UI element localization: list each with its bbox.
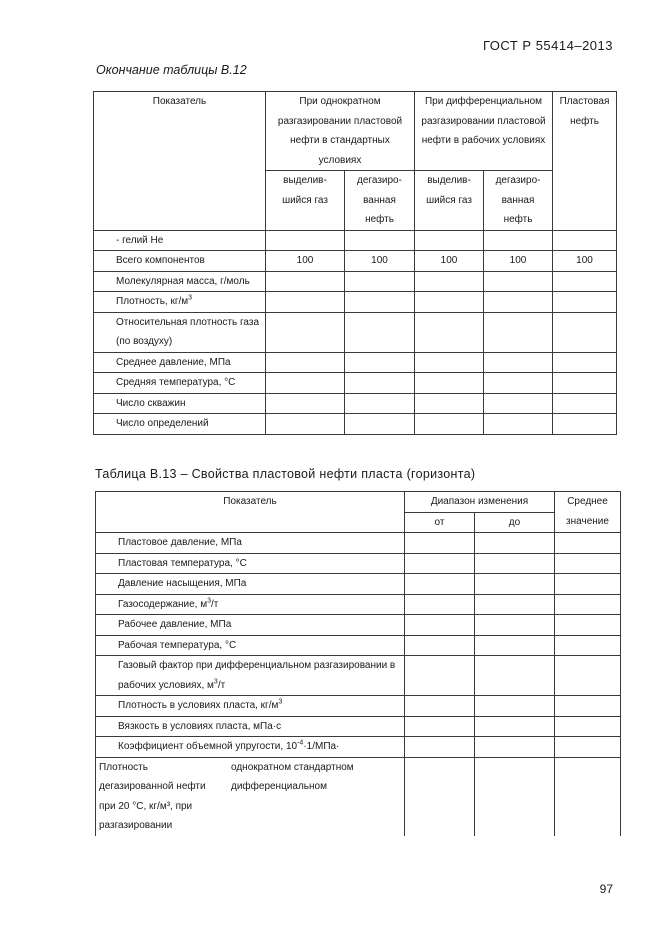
t13-row [96,533,621,554]
t12-row-value [266,393,345,414]
t13-row-value [405,594,475,615]
t12-row-value: 100 [553,251,617,272]
t12-row-value [345,393,415,414]
t13-row-value [555,656,621,696]
t12-row-value [345,352,415,373]
t12-row-value [415,352,484,373]
t13-row-value [475,574,555,595]
t13-header-indicator: Показатель [96,492,405,533]
t12-row [94,251,617,272]
t13-header-range: Диапазон изменения [405,492,555,513]
t13-row [96,635,621,656]
document-standard-code: ГОСТ Р 55414–2013 [482,38,613,53]
t12-row-value [266,373,345,394]
t12-sub-gas-1: выделив-шийся газ [266,171,345,231]
t12-row-value [415,292,484,313]
t12-row-value [415,312,484,352]
table13-caption: Таблица В.13 – Свойства пластовой нефти пласта (горизонта) [95,467,476,481]
t12-row-value [484,352,553,373]
t12-row [94,230,617,251]
t12-row-value [266,312,345,352]
t13-row [96,737,621,758]
t13-row-value [555,574,621,595]
t13-row-value [555,615,621,636]
t12-row [94,271,617,292]
t12-row-value [415,230,484,251]
t12-row-label: Относительная плотность газа (по воздуху) [94,312,266,352]
page-number: 97 [599,882,613,896]
t13-header-mean: Среднее значение [555,492,621,533]
t13-density-mean [555,757,621,836]
t13-row-value [405,656,475,696]
t13-row [96,615,621,636]
t13-row-value [475,737,555,758]
t13-row [96,716,621,737]
t13-row-value [555,696,621,717]
t12-sub-degas-2: дегазиро-ванная нефть [484,171,553,231]
table-b12 [93,91,617,435]
t13-density-cell [96,757,405,836]
t12-row-value [484,373,553,394]
t13-row-value [405,737,475,758]
t13-row-label: Давление насыщения, МПа [96,574,405,595]
t12-sub-gas-2: выделив-шийся газ [415,171,484,231]
t12-row-label: Молекулярная масса, г/моль [94,271,266,292]
t13-row-value [475,594,555,615]
t12-row-value [266,414,345,435]
t13-row-value [555,716,621,737]
t13-row-value [475,656,555,696]
t13-density-single: однократном стандартном [231,761,354,773]
t13-density-to [475,757,555,836]
t13-row-value [555,594,621,615]
t12-header-diff: При дифференциальном разгазировании пластовой нефти в рабочих условиях [415,92,553,171]
t13-density-label: Плотность дегазированной нефти при 20 °С, кг/м³, при разгазировании [99,761,206,831]
t13-row-value [405,615,475,636]
t12-row-value [553,352,617,373]
t13-row [96,696,621,717]
t13-row-value [475,716,555,737]
t12-row-value [484,414,553,435]
t13-density-from [405,757,475,836]
t13-row-label: Газосодержание, $м^3/т$ [96,594,405,615]
t12-row-value [266,230,345,251]
t12-sub-degas-1: дегазиро-ванная нефть [345,171,415,231]
t13-row-label: Пластовая температура, °С [96,553,405,574]
table-b13 [95,491,621,836]
t13-row-value [475,553,555,574]
t12-row [94,312,617,352]
t13-row-value [475,533,555,554]
t12-row-value [266,271,345,292]
t12-row-value [415,271,484,292]
t12-row-value [415,373,484,394]
t12-row-label: - гелий Не [94,230,266,251]
t12-row-label: Число скважин [94,393,266,414]
t12-row-label: Всего компонентов [94,251,266,272]
t13-header-from: от [405,512,475,533]
t13-header-to: до [475,512,555,533]
t13-row-label: Газовый фактор при дифференциальном разгазировании в рабочих условиях, $м^3/т$ [96,656,405,696]
t13-row-value [475,696,555,717]
t12-row-value [553,312,617,352]
t12-row-value: 100 [266,251,345,272]
table12-caption: Окончание таблицы В.12 [96,63,247,77]
t12-row-value [345,312,415,352]
t12-row-value [484,393,553,414]
t13-density-diff: дифференциальном [231,781,327,792]
t12-row-value: 100 [415,251,484,272]
t13-row-value [475,635,555,656]
t12-row-value [484,312,553,352]
t13-row-label: Рабочая температура, °С [96,635,405,656]
t13-row-value [405,635,475,656]
t12-row-value [345,414,415,435]
t12-row [94,373,617,394]
t12-row-value [345,292,415,313]
t12-header-oil: Пластовая нефть [553,92,617,231]
t13-row [96,594,621,615]
t12-row [94,393,617,414]
t12-row [94,292,617,313]
t12-row-value [484,292,553,313]
t13-row [96,656,621,696]
t12-row-value [345,271,415,292]
t12-row [94,352,617,373]
t13-row-value [405,574,475,595]
t12-row-value [553,230,617,251]
t13-row-value [555,737,621,758]
t13-row-label: Рабочее давление, МПа [96,615,405,636]
t12-row-value [484,271,553,292]
t12-row-value [266,292,345,313]
t12-row-value [553,292,617,313]
t13-row-value [405,696,475,717]
t12-row-value: 100 [484,251,553,272]
t12-row-value [484,230,553,251]
t13-row-label: Плотность в условиях пласта, $кг/м^3$ [96,696,405,717]
t13-row-value [405,716,475,737]
t12-header-indicator: Показатель [94,92,266,231]
t13-row-value [555,553,621,574]
t12-row-value [553,373,617,394]
t12-row-value [345,230,415,251]
t13-row [96,574,621,595]
t12-row-label: Число определений [94,414,266,435]
t12-row-value [415,414,484,435]
t12-row-value [415,393,484,414]
t13-row-value [555,533,621,554]
t13-row-label: Пластовое давление, МПа [96,533,405,554]
t13-row-value [405,533,475,554]
t12-header-single: При однократном разгазировании пластовой нефти в стандартных условиях [266,92,415,171]
t13-row-value [555,635,621,656]
t13-row-value [405,553,475,574]
t12-row-value [553,393,617,414]
t12-row-label: Средняя температура, °С [94,373,266,394]
t12-row-value [553,271,617,292]
t13-row-label: Вязкость в условиях пласта, мПа·с [96,716,405,737]
t12-row-label: Среднее давление, МПа [94,352,266,373]
t12-row-value: 100 [345,251,415,272]
t12-row-value [553,414,617,435]
t12-row-value [345,373,415,394]
t13-row-value [475,615,555,636]
t12-row [94,414,617,435]
t13-row [96,553,621,574]
t13-row-label: Коэффициент объемной упругости, $10^{-4}\cdot 1/МПа\cdot$ [96,737,405,758]
t12-row-label: Плотность, $кг/м^3$ [94,292,266,313]
t12-row-value [266,352,345,373]
